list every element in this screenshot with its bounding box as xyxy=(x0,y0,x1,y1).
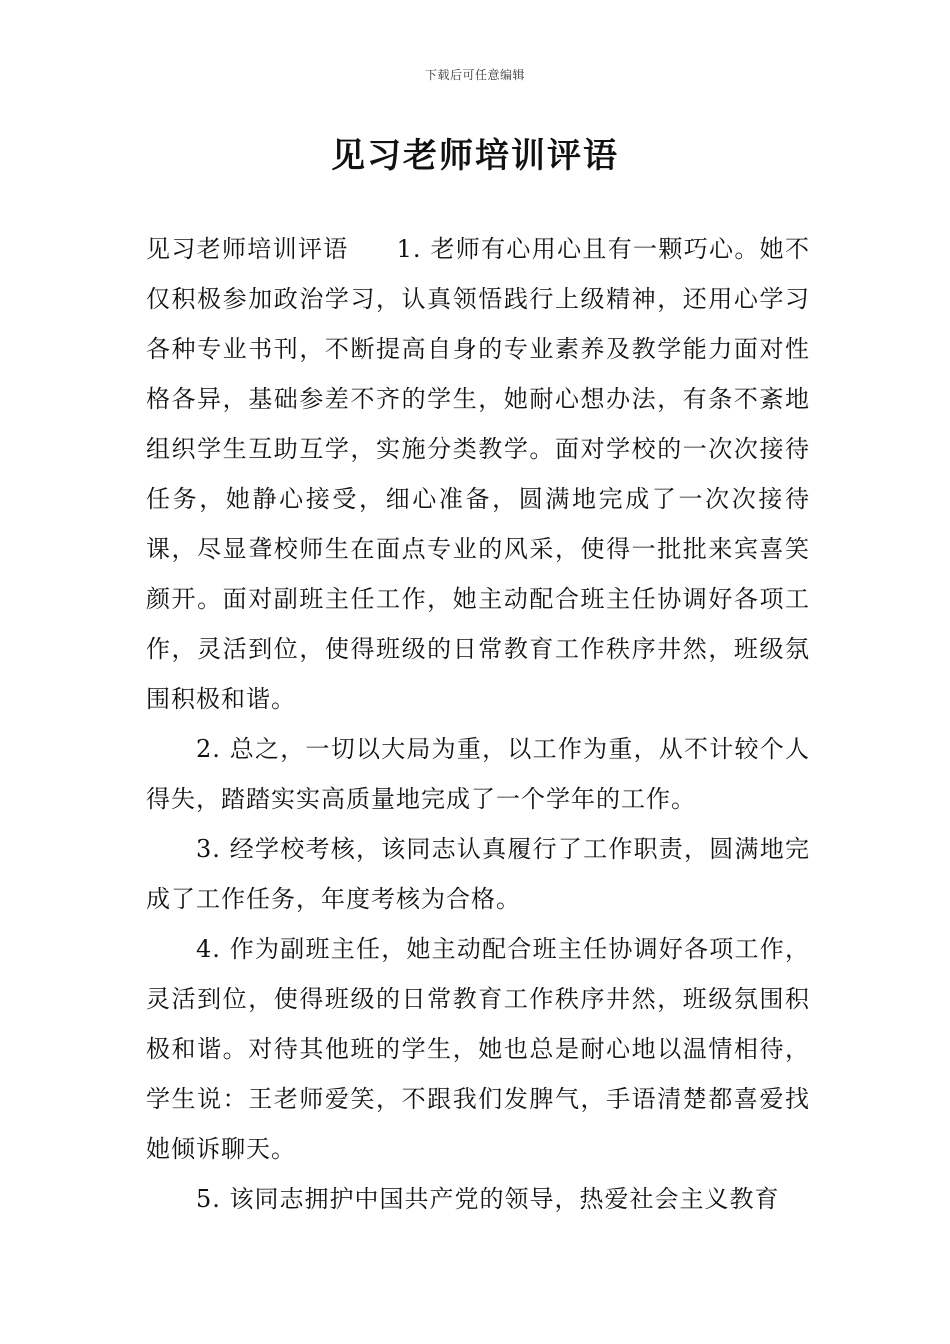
document-body xyxy=(146,224,810,1224)
header-note: 下载后可任意编辑 xyxy=(424,68,525,82)
paragraph-1-text: 1. 老师有心用心且有一颗巧心。她不仅积极参加政治学习，认真领悟践行上级精神，还用心学习各种专业书刊，不断提高自身的专业素养及教学能力面对性格各异，基础参差不齐的学生，她耐心想办法，有条不紊地组织学生互助互学，实施分类教学。面对学校的一次次接待任务，她静心接受，细心准备，圆满地完成了一次次接待课，尽显聋校师生在面点专业的风采，使得一批批来宾喜笑颜开。面对副班主任工作，她主动配合班主任协调好各项工作，灵活到位，使得班级的日常教育工作秩序井然，班级氛围积极和谐。 xyxy=(146,235,811,713)
paragraph-2: 2. 总之，一切以大局为重，以工作为重，从不计较个人得失，踏踏实实高质量地完成了一个学年的工作。 xyxy=(146,735,810,813)
paragraph-1 xyxy=(146,224,810,724)
document-title: 见习老师培训评语 xyxy=(331,136,619,176)
paragraph-5: 5. 该同志拥护中国共产党的领导，热爱社会主义教育 xyxy=(196,1185,780,1213)
lead-title: 见习老师培训评语 xyxy=(146,235,349,263)
paragraph-4: 4. 作为副班主任，她主动配合班主任协调好各项工作，灵活到位，使得班级的日常教育工作秩序井然，班级氛围积极和谐。对待其他班的学生，她也总是耐心地以温情相待，学生说：王老师爱笑，不跟我们发脾气，手语清楚都喜爱找她倾诉聊天。 xyxy=(146,935,810,1163)
paragraph-3: 3. 经学校考核，该同志认真履行了工作职责，圆满地完成了工作任务，年度考核为合格。 xyxy=(146,835,810,913)
